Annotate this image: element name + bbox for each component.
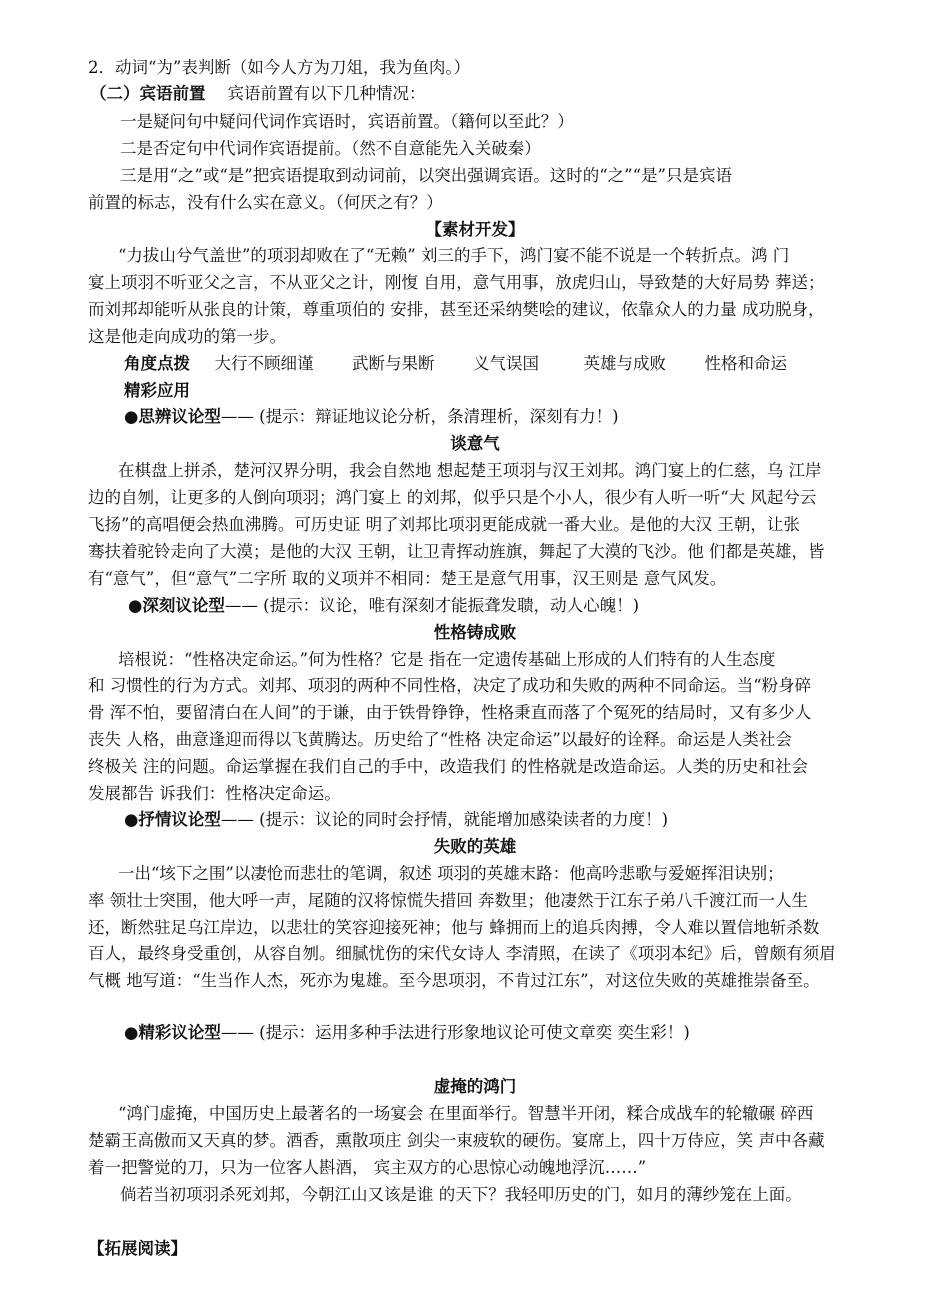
- paragraph-line: 边的自刎，让更多的人倒向项羽；鸿门宴上 的刘邦，似乎只是个小人，很少有人听一听“大 风起兮云: [88, 488, 817, 507]
- type-hint: —— (提示：议论，唯有深刻才能振聋发聩，动人心魄！): [224, 596, 640, 615]
- type-hint: —— (提示：运用多种手法进行形象地议论可使文章奕 奕生彩！): [220, 1023, 690, 1042]
- type-label: ●抒情议论型: [124, 810, 221, 829]
- paragraph-line: 一出“垓下之围”以凄怆而悲壮的笔调，叙述 项羽的英雄末路：他高吟悲歌与爱姬挥泪诀别；: [118, 864, 784, 883]
- type-dialectical: [124, 404, 904, 430]
- paragraph-line: 而刘邦却能听从张良的计策，尊重项伯的 安排，甚至还采纳樊哙的建议，依靠众人的力量 成功脱身，: [88, 300, 825, 319]
- paragraph-line: 骞扶着驼铃走向了大漠；是他的大汉 王朝，让卫青挥动旌旗，舞起了大漠的飞沙。他 们都是英雄，皆: [88, 542, 825, 561]
- angle-item: 性格和命运: [704, 354, 787, 373]
- rule-one: 一是疑问句中疑问代词作宾语时，宾语前置。（籍何以至此？）: [120, 112, 574, 131]
- angle-tips-heading: 角度点拨: [124, 354, 190, 373]
- rule-three: 三是用“之”或“是”把宾语提取到动词前，以突出强调宾语。这时的“之”“是”只是宾语: [120, 166, 732, 185]
- angle-item: 大行不顾细谨: [214, 354, 314, 373]
- paragraph-line: 飞扬”的高唱便会热血沸腾。可历史证 明了刘邦比项羽更能成就一番大业。是他的大汉 王朝，让张: [88, 515, 800, 534]
- angle-tips: [124, 351, 904, 377]
- type-vivid: [124, 1020, 904, 1046]
- paragraph-line: 楚霸王高傲而又天真的梦。酒香，熏散项庄 剑尖一束疲软的硬伤。宴席上，四十万侍应，笑 声中各藏: [88, 1131, 825, 1150]
- judgment-note: 2．动词“为”表判断（如今人方为刀俎，我为鱼肉。）: [88, 58, 471, 77]
- paragraph-line: 百人，最终身受重创，从容自刎。细腻忧伤的宋代女诗人 李清照，在读了《项羽本纪》后，曾颇有须眉: [88, 944, 836, 963]
- essay-title: 性格铸成败: [433, 623, 517, 642]
- rule-two: 二是否定句中代词作宾语提前。（然不自意能先入关破秦）: [120, 139, 541, 158]
- type-label: ●思辨议论型: [124, 407, 221, 426]
- paragraph-line: 气概 地写道：“生当作人杰，死亦为鬼雄。至今思项羽，不肯过江东”，对这位失败的英雄推崇备至。: [88, 971, 820, 990]
- paragraph-line: “力拔山兮气盖世”的项羽却败在了“无赖” 刘三的手下，鸿门宴不能不说是一个转折点。鸿 门: [118, 246, 790, 265]
- paragraph-line: 倘若当初项羽杀死刘邦，今朝江山又该是谁 的天下？我轻叩历史的门，如月的薄纱笼在上面。: [120, 1185, 802, 1204]
- paragraph-line: 率 领壮士突围，他大呼一声，尾随的汉将惊慌失措回 奔数里；他凄然于江东子弟八千渡江而一人生: [88, 891, 808, 910]
- essay-title: 谈意气: [450, 434, 500, 453]
- type-lyrical: [124, 807, 904, 833]
- type-hint: —— (提示：辩证地议论分析，条清理析，深刻有力！): [220, 407, 619, 426]
- paragraph-line: “鸿门虚掩，中国历史上最著名的一场宴会 在里面举行。智慧半开闭，糅合成战车的轮辙碾 碎西: [118, 1104, 814, 1123]
- paragraph-line: 还，断然驻足乌江岸边，以悲壮的笑容迎接死神；他与 蜂拥而上的追兵肉搏，令人难以置信地斩杀数: [88, 918, 820, 937]
- type-hint: —— (提示：议论的同时会抒情，就能增加感染读者的力度！): [220, 810, 669, 829]
- paragraph-line: 在棋盘上拼杀，楚河汉界分明，我会自然地 想起楚王项羽与汉王刘邦。鸿门宴上的仁慈，乌 江岸: [118, 461, 822, 480]
- paragraph-line: 丧失 人格，曲意逢迎而得以飞黄腾达。历史给了“性格 决定命运”以最好的诠释。命运是人类社会: [88, 730, 792, 749]
- paragraph-line: 着一把警觉的刀，只为一位客人斟酒， 宾主双方的心思惊心动魄地浮沉……”: [88, 1158, 647, 1177]
- section-heading: （二）宾语前置: [90, 84, 206, 103]
- paragraph-line: 终极关 注的问题。命运掌握在我们自己的手中，改造我们 的性格就是改造命运。人类的历史和社会: [88, 757, 808, 776]
- section-title-material: 【素材开发】: [425, 220, 525, 239]
- section-title-extended-reading: 【拓展阅读】: [88, 1239, 187, 1258]
- rule-three-cont: 前置的标志，没有什么实在意义。（何厌之有？）: [88, 193, 443, 212]
- object-preposing-intro: [90, 81, 870, 107]
- paragraph-line: 培根说：“性格决定命运。”何为性格？它是 指在一定遗传基础上形成的人们特有的人生态度: [118, 650, 776, 669]
- type-profound: [128, 593, 908, 619]
- section-intro: 宾语前置有以下几种情况：: [227, 84, 426, 103]
- paragraph-line: 宴上项羽不听亚父之言，不从亚父之计，刚愎 自用，意气用事，放虎归山，导致楚的大好局势 葬送；: [88, 273, 825, 292]
- paragraph-line: 有“意气”，但“意气”二字所 取的义项并不相同：楚王是意气用事，汉王则是 意气风发。: [88, 569, 727, 588]
- subheading-application: 精彩应用: [124, 381, 190, 400]
- angle-item: 武断与果断: [352, 354, 435, 373]
- paragraph-line: 发展都告 诉我们：性格决定命运。: [88, 784, 341, 803]
- essay-title: 虚掩的鸿门: [433, 1077, 517, 1096]
- type-label: ●精彩议论型: [124, 1023, 221, 1042]
- angle-item: 义气误国: [473, 354, 539, 373]
- angle-item: 英雄与成败: [583, 354, 666, 373]
- type-label: ●深刻议论型: [128, 596, 225, 615]
- paragraph-line: 骨 浑不怕，要留清白在人间”的于谦，由于铁骨铮铮，性格秉直而落了个冤死的结局时，又有多少人: [88, 703, 812, 722]
- essay-title: 失败的英雄: [433, 837, 517, 856]
- paragraph-line: 这是他走向成功的第一步。: [88, 327, 286, 346]
- paragraph-line: 和 习惯性的行为方式。刘邦、项羽的两种不同性格，决定了成功和失败的两种不同命运。当“粉身碎: [88, 676, 812, 695]
